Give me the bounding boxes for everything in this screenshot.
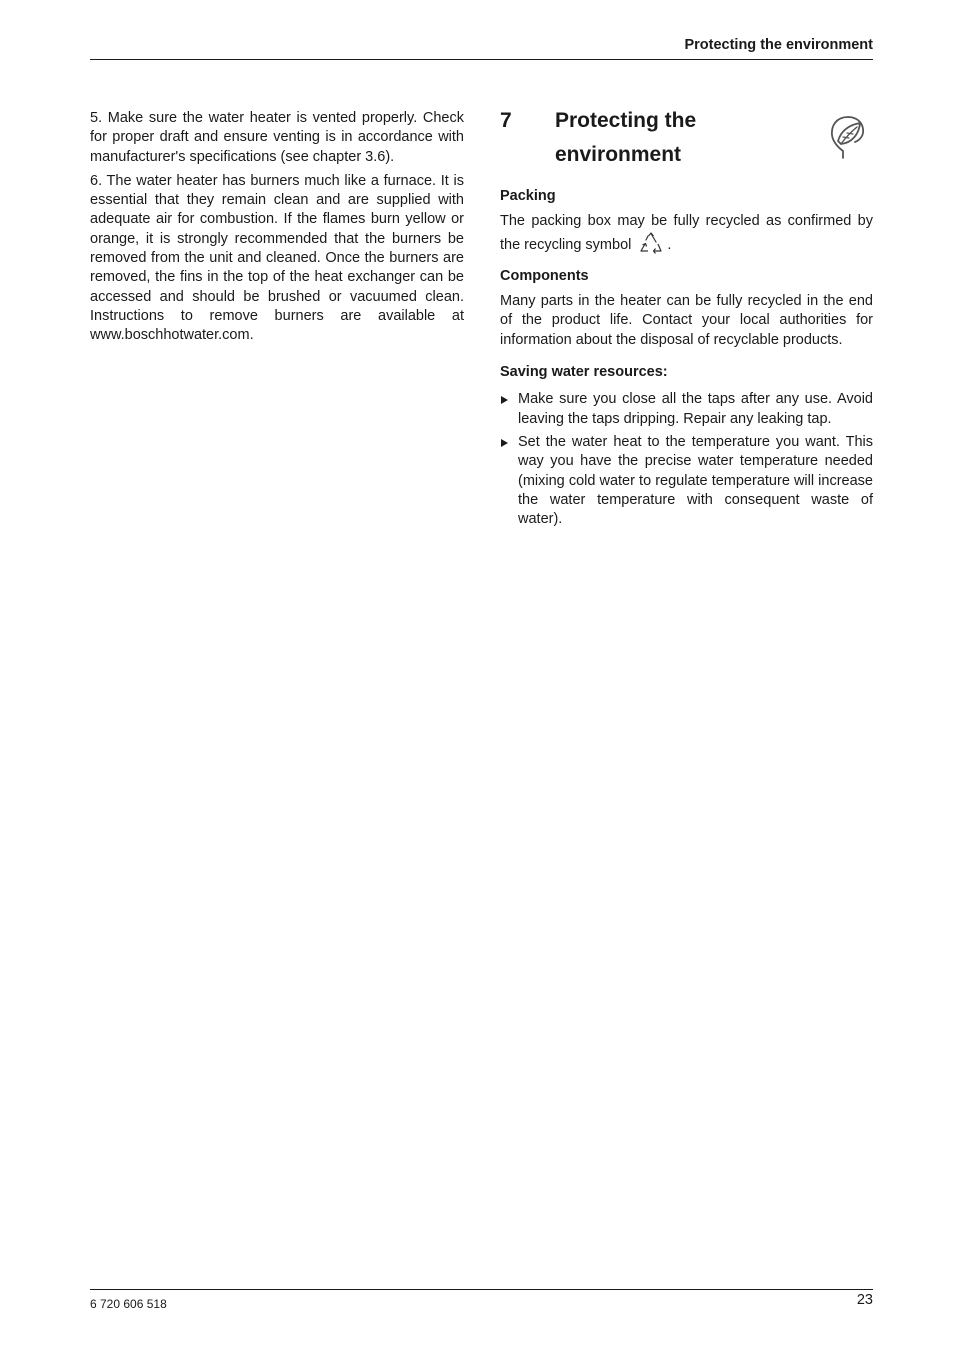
list-item	[500, 433, 873, 529]
recycle-icon	[639, 232, 663, 254]
page-number: 23	[856, 1292, 873, 1308]
chapter-title: Protecting the environment	[555, 109, 697, 166]
components-text: Many parts in the heater can be fully recycled in the end of the product life. Contact your local authorities for information about the disposal of recyclable products.	[500, 293, 873, 348]
bullet-arrow-icon	[501, 439, 508, 447]
document-number: 6 720 606 518	[90, 1297, 167, 1311]
page-header	[90, 36, 873, 60]
saving-water-heading: Saving water resources:	[500, 364, 668, 381]
left-column	[90, 109, 464, 351]
packing-text-main: The packing box may be fully recycled as confirmed by the recycling symbol	[500, 213, 873, 253]
chapter-number: 7	[500, 109, 512, 132]
list-item	[500, 390, 873, 429]
chapter-heading	[500, 104, 873, 176]
list-item-text: Set the water heat to the temperature you want. This way you have the precise water temperature needed (mixing cold water to regulate temperature will increase the water temperature with consequent waste of water).	[518, 433, 873, 528]
bullet-arrow-icon	[501, 396, 508, 404]
right-column	[500, 104, 873, 533]
components-heading: Components	[500, 267, 589, 284]
packing-text	[500, 212, 873, 255]
paragraph-step-5: 5. Make sure the water heater is vented properly. Check for proper draft and ensure venting is in accordance with manufacturer's specifications (see chapter 3.6).	[90, 110, 464, 165]
packing-text-end: .	[667, 236, 672, 253]
running-header-title: Protecting the environment	[684, 37, 873, 53]
leaf-icon	[829, 114, 867, 160]
list-item-text: Make sure you close all the taps after any use. Avoid leaving the taps dripping. Repair any leaking tap.	[518, 391, 873, 427]
saving-water-list	[500, 390, 873, 529]
paragraph-step-6: 6. The water heater has burners much like a furnace. It is essential that they remain clean and are supplied with adequate air for combustion. If the flames burn yellow or orange, it is strongly recommended that the burners be removed from the unit and cleaned. Once the burners are removed, the fins in the top of the heat exchanger can be accessed and should be brushed or vacuumed clean. Instructions to remove burners are available at www.boschhotwater.com.	[90, 172, 464, 344]
packing-heading: Packing	[500, 188, 556, 204]
page-footer	[90, 1289, 873, 1316]
